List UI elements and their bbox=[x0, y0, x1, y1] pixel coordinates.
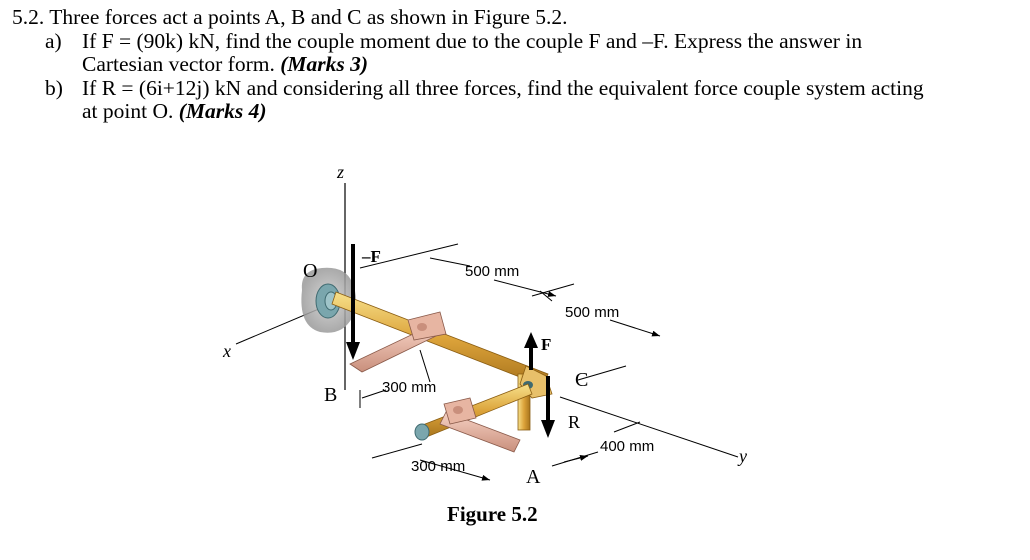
part-a-line1: If F = (90k) kN, find the couple moment due to the couple F and –F. Express the answer in bbox=[82, 28, 863, 53]
dim-300mm-bottom: 300 mm bbox=[411, 458, 466, 475]
problem-intro: 5.2. Three forces act a points A, B and C as shown in Figure 5.2. bbox=[12, 5, 568, 29]
part-a-label: a) bbox=[45, 28, 62, 53]
part-b-line1: If R = (6i+12j) kN and considering all three forces, find the equivalent force couple system acting bbox=[82, 75, 924, 100]
label-z: z bbox=[337, 162, 345, 182]
label-f: F bbox=[541, 335, 552, 354]
part-b-marks: (Marks 4) bbox=[178, 99, 267, 123]
figure-caption: Figure 5.2 bbox=[447, 502, 538, 526]
label-b: B bbox=[324, 384, 338, 406]
label-c: C bbox=[575, 369, 589, 391]
label-neg-f: –F bbox=[362, 247, 381, 266]
part-a-line2: Cartesian vector form. bbox=[82, 52, 275, 76]
label-o: O bbox=[303, 260, 318, 282]
part-b-label: b) bbox=[45, 75, 63, 100]
part-a-marks: (Marks 3) bbox=[280, 52, 368, 76]
label-a: A bbox=[526, 466, 541, 488]
dim-400mm: 400 mm bbox=[600, 438, 655, 455]
label-x: x bbox=[223, 341, 231, 361]
part-b-line2: at point O. bbox=[82, 99, 174, 123]
force-f-arrow bbox=[524, 332, 538, 370]
dim-500mm-top: 500 mm bbox=[465, 263, 520, 280]
label-r: R bbox=[568, 412, 581, 432]
dim-500mm-right: 500 mm bbox=[565, 304, 620, 321]
upper-rod bbox=[332, 292, 548, 386]
label-y: y bbox=[739, 446, 747, 466]
dim-300mm-left: 300 mm bbox=[382, 379, 437, 396]
